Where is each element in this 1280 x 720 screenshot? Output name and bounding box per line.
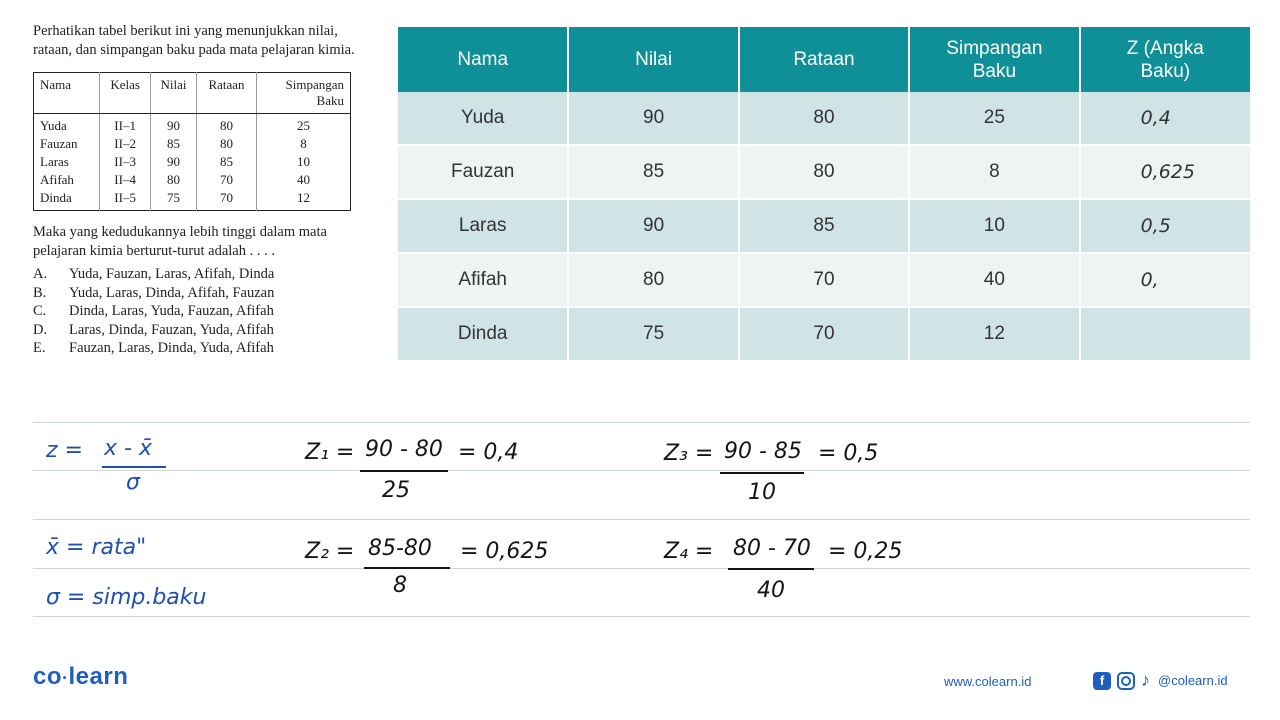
table-cell: Fauzan	[34, 135, 100, 153]
table-cell: 90	[151, 114, 197, 136]
logo-text: co	[33, 663, 63, 690]
table-cell: 12	[909, 307, 1079, 361]
z3-numerator: 90 - 85	[724, 439, 802, 464]
table-cell: 8	[909, 145, 1079, 199]
table-cell: 25	[297, 118, 310, 133]
z3-denominator: 10	[748, 480, 776, 505]
problem-table-header	[34, 73, 351, 114]
header-rataan: Rataan	[739, 27, 909, 92]
answer-table	[398, 27, 1250, 362]
table-cell: 80	[739, 145, 909, 199]
handwritten-z-value: 0,625	[1080, 145, 1250, 199]
table-cell: Dinda	[398, 307, 568, 361]
table-cell: 12	[297, 190, 310, 205]
table-cell: 90	[151, 153, 197, 171]
table-row	[34, 171, 351, 189]
option-b	[33, 284, 365, 303]
table-cell: 40	[909, 253, 1079, 307]
table-cell: Dinda	[34, 189, 100, 211]
table-cell: II–2	[100, 135, 151, 153]
option-letter: D.	[33, 321, 48, 338]
table-cell: 70	[197, 171, 257, 189]
table-cell: 80	[739, 92, 909, 145]
z3-fraction-bar	[720, 472, 804, 474]
z4-fraction-bar	[728, 568, 814, 570]
problem-question: Maka yang kedudukannya lebih tinggi dalam mata pelajaran kimia berturut-turut adalah . . . .	[33, 224, 327, 259]
z2-fraction-bar	[364, 567, 450, 569]
table-cell: Afifah	[34, 171, 100, 189]
table-row	[398, 307, 1250, 361]
divider-line	[33, 568, 1250, 569]
social-handle: @colearn.id	[1158, 673, 1228, 688]
z2-lhs: Z₂ =	[305, 539, 355, 564]
answer-table-header	[398, 27, 1250, 92]
z2-result: = 0,625	[460, 539, 549, 564]
z1-numerator: 90 - 80	[365, 437, 443, 462]
table-cell: Afifah	[398, 253, 568, 307]
formula-lhs: z =	[46, 438, 83, 463]
xbar-definition: x̄ = rata"	[46, 535, 147, 560]
option-a	[33, 265, 365, 284]
table-cell: II–4	[100, 171, 151, 189]
option-e	[33, 339, 365, 358]
table-cell: 85	[197, 153, 257, 171]
table-row	[34, 189, 351, 211]
table-row	[398, 199, 1250, 253]
table-cell: II–1	[100, 114, 151, 136]
handwritten-z-value	[1080, 307, 1250, 361]
table-cell: 90	[568, 92, 738, 145]
table-cell: Yuda	[398, 92, 568, 145]
table-cell: II–3	[100, 153, 151, 171]
problem-header-cell: Nilai	[151, 73, 197, 114]
handwritten-z-value: 0,4	[1080, 92, 1250, 145]
table-cell: 80	[151, 171, 197, 189]
problem-panel	[33, 22, 365, 358]
table-cell: 70	[197, 189, 257, 211]
table-cell: 80	[568, 253, 738, 307]
table-row	[34, 135, 351, 153]
z2-numerator: 85-80	[368, 536, 432, 561]
divider-line	[33, 422, 1250, 423]
header-z: Z (Angka Baku)	[1080, 27, 1250, 92]
header-simpangan-baku: Simpangan Baku	[909, 27, 1079, 92]
problem-header-cell: Simpangan Baku	[257, 73, 351, 114]
colearn-logo	[33, 663, 128, 691]
table-row	[34, 153, 351, 171]
formula-fraction-bar	[102, 466, 166, 468]
table-cell: 10	[909, 199, 1079, 253]
z1-denominator: 25	[382, 478, 410, 503]
option-text: Yuda, Laras, Dinda, Afifah, Fauzan	[69, 284, 275, 301]
z4-result: = 0,25	[828, 539, 903, 564]
z3-lhs: Z₃ =	[664, 441, 714, 466]
table-cell: 90	[568, 199, 738, 253]
website-link[interactable]: www.colearn.id	[944, 674, 1032, 689]
problem-table	[33, 72, 351, 211]
table-row	[34, 114, 351, 136]
tiktok-icon[interactable]: ♪	[1141, 670, 1150, 690]
table-row	[398, 145, 1250, 199]
problem-header-cell: Rataan	[197, 73, 257, 114]
table-cell: 80	[197, 114, 257, 136]
option-letter: C.	[33, 303, 47, 319]
divider-line	[33, 616, 1250, 617]
table-cell: 25	[909, 92, 1079, 145]
table-cell: 85	[568, 145, 738, 199]
option-d	[33, 321, 365, 340]
divider-line	[33, 470, 1250, 471]
instagram-icon[interactable]	[1117, 672, 1135, 690]
table-cell: 85	[151, 135, 197, 153]
table-cell: 75	[151, 189, 197, 211]
formula-denominator: σ	[126, 470, 140, 495]
z4-denominator: 40	[757, 578, 785, 603]
table-cell: 70	[739, 307, 909, 361]
problem-header-cell: Kelas	[100, 73, 151, 114]
z1-lhs: Z₁ =	[305, 440, 355, 465]
z1-result: = 0,4	[458, 440, 519, 465]
z1-fraction-bar	[360, 470, 448, 472]
facebook-icon[interactable]: f	[1093, 672, 1111, 690]
table-cell: 40	[297, 172, 310, 187]
option-letter: E.	[33, 340, 46, 356]
z2-denominator: 8	[393, 573, 407, 598]
option-text: Yuda, Fauzan, Laras, Afifah, Dinda	[69, 266, 275, 282]
header-nilai: Nilai	[568, 27, 738, 92]
option-letter: B.	[33, 284, 47, 301]
answer-options	[33, 265, 365, 358]
table-cell: Laras	[34, 153, 100, 171]
table-cell: 85	[739, 199, 909, 253]
table-cell: 10	[297, 154, 310, 169]
table-cell: 80	[197, 135, 257, 153]
z3-result: = 0,5	[818, 441, 879, 466]
option-text: Fauzan, Laras, Dinda, Yuda, Afifah	[69, 340, 274, 356]
social-links	[1093, 670, 1228, 691]
handwritten-z-value: 0,	[1080, 253, 1250, 307]
formula-numerator: x - x̄	[104, 436, 152, 461]
z4-lhs: Z₄ =	[664, 539, 714, 564]
logo-text: learn	[68, 663, 129, 690]
table-row	[398, 92, 1250, 145]
table-row	[398, 253, 1250, 307]
table-cell: II–5	[100, 189, 151, 211]
problem-intro: Perhatikan tabel berikut ini yang menunjukkan nilai, rataan, dan simpangan baku pada mata pelajaran kimia.	[33, 23, 355, 58]
table-cell: 70	[739, 253, 909, 307]
logo-dot: ·	[62, 668, 69, 688]
problem-header-cell: Nama	[34, 73, 100, 114]
header-nama: Nama	[398, 27, 568, 92]
table-cell: Laras	[398, 199, 568, 253]
table-cell: Yuda	[34, 114, 100, 136]
z4-numerator: 80 - 70	[733, 536, 811, 561]
option-text: Laras, Dinda, Fauzan, Yuda, Afifah	[69, 321, 274, 338]
option-c	[33, 302, 365, 321]
table-cell: 8	[300, 136, 307, 151]
table-cell: Fauzan	[398, 145, 568, 199]
divider-line	[33, 519, 1250, 520]
option-letter: A.	[33, 266, 48, 282]
handwritten-z-value: 0,5	[1080, 199, 1250, 253]
option-text: Dinda, Laras, Yuda, Fauzan, Afifah	[69, 303, 274, 319]
table-cell: 75	[568, 307, 738, 361]
sigma-definition: σ = simp.baku	[46, 585, 207, 610]
